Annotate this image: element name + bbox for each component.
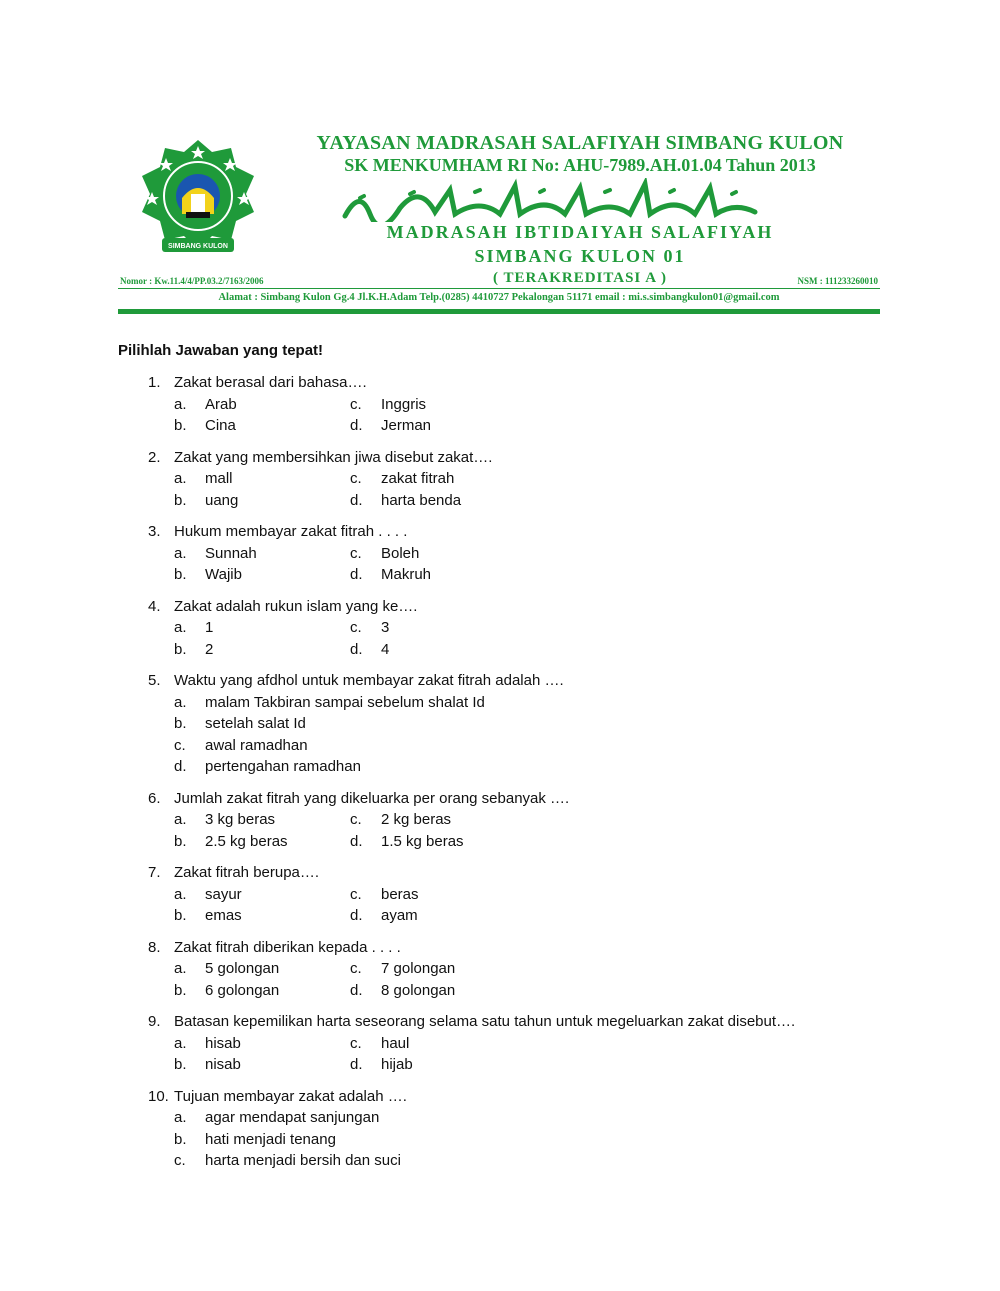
option-letter: d. bbox=[350, 491, 363, 509]
question-item bbox=[148, 788, 908, 853]
option-text: Sunnah bbox=[205, 544, 257, 562]
answer-option bbox=[350, 617, 526, 639]
option-text: Makruh bbox=[381, 566, 432, 583]
question-stem bbox=[148, 670, 908, 692]
school-name: MADRASAH IBTIDAIYAH SALAFIYAH bbox=[386, 222, 774, 242]
answer-option bbox=[350, 468, 526, 490]
accreditation: ( TERAKREDITASI A ) bbox=[493, 270, 667, 286]
question-stem bbox=[148, 521, 908, 543]
answer-option bbox=[350, 831, 526, 853]
option-letter: d. bbox=[350, 832, 363, 850]
answer-option bbox=[350, 394, 526, 416]
option-text: hijab bbox=[381, 1056, 413, 1073]
answer-option bbox=[174, 1033, 350, 1055]
question-text: Jumlah zakat fitrah yang dikeluarka per orang sebanyak …. bbox=[174, 789, 570, 807]
question-text: Zakat yang membersihkan jiwa disebut zakat…. bbox=[174, 448, 493, 466]
option-text: mall bbox=[205, 470, 233, 487]
option-letter: b. bbox=[174, 1130, 187, 1148]
question-list bbox=[148, 372, 908, 1182]
option-letter: b. bbox=[174, 640, 187, 658]
question-item bbox=[148, 447, 908, 512]
answer-option bbox=[174, 543, 350, 565]
answer-option bbox=[174, 617, 350, 639]
option-text: zakat fitrah bbox=[381, 470, 455, 487]
option-letter: c. bbox=[174, 1152, 186, 1169]
option-text: emas bbox=[205, 907, 242, 924]
answer-options bbox=[174, 809, 908, 852]
question-item bbox=[148, 937, 908, 1002]
question-number: 10. bbox=[148, 1087, 169, 1105]
option-text: 8 golongan bbox=[381, 981, 456, 999]
option-text: 3 kg beras bbox=[205, 811, 276, 828]
question-stem bbox=[148, 1011, 908, 1033]
option-text: 1.5 kg beras bbox=[381, 832, 464, 850]
divider-bottom bbox=[118, 309, 880, 314]
answer-option bbox=[350, 564, 526, 586]
question-item bbox=[148, 670, 908, 778]
answer-options bbox=[174, 1033, 908, 1076]
answer-options bbox=[174, 884, 908, 927]
option-text: Cina bbox=[205, 417, 236, 434]
option-letter: b. bbox=[174, 417, 187, 434]
answer-option bbox=[174, 713, 908, 735]
option-text: hati menjadi tenang bbox=[205, 1130, 336, 1148]
option-letter: d. bbox=[174, 758, 187, 775]
option-letter: d. bbox=[350, 566, 363, 583]
answer-option bbox=[350, 543, 526, 565]
option-letter: b. bbox=[174, 715, 187, 732]
question-number: 1. bbox=[148, 374, 161, 391]
question-item bbox=[148, 596, 908, 661]
option-letter: a. bbox=[174, 1034, 187, 1052]
option-letter: c. bbox=[350, 960, 362, 977]
question-text: Hukum membayar zakat fitrah . . . . bbox=[174, 523, 408, 540]
option-text: awal ramadhan bbox=[205, 736, 308, 754]
question-item bbox=[148, 1011, 908, 1076]
option-letter: c. bbox=[350, 811, 362, 828]
question-text: Zakat berasal dari bahasa…. bbox=[174, 374, 367, 391]
option-text: sayur bbox=[205, 885, 242, 903]
option-text: Arab bbox=[205, 395, 237, 413]
option-text: harta benda bbox=[381, 491, 462, 509]
option-text: Boleh bbox=[381, 544, 420, 562]
option-letter: d. bbox=[350, 417, 363, 434]
question-number: 2. bbox=[148, 448, 161, 466]
question-stem bbox=[148, 372, 908, 394]
option-letter: c. bbox=[350, 544, 362, 562]
option-letter: a. bbox=[174, 395, 187, 413]
option-text: 1 bbox=[205, 619, 214, 636]
option-letter: a. bbox=[174, 960, 187, 977]
option-letter: d. bbox=[350, 640, 363, 658]
option-text: agar mendapat sanjungan bbox=[205, 1109, 380, 1126]
option-letter: c. bbox=[350, 470, 362, 487]
answer-options bbox=[174, 1107, 908, 1172]
option-text: Wajib bbox=[205, 566, 242, 583]
nomor: Nomor : Kw.11.4/4/PP.03.2/7163/2006 bbox=[120, 276, 264, 286]
option-letter: b. bbox=[174, 907, 187, 924]
question-stem bbox=[148, 596, 908, 618]
option-text: pertengahan ramadhan bbox=[205, 758, 361, 775]
answer-option bbox=[174, 735, 908, 757]
option-letter: b. bbox=[174, 832, 187, 850]
question-item bbox=[148, 521, 908, 586]
option-letter: a. bbox=[174, 693, 187, 711]
answer-options bbox=[174, 468, 908, 511]
question-stem bbox=[148, 862, 908, 884]
option-letter: c. bbox=[350, 1034, 362, 1052]
answer-option bbox=[174, 415, 350, 437]
option-text: 2 bbox=[205, 640, 214, 658]
option-text: uang bbox=[205, 491, 239, 509]
question-number: 9. bbox=[148, 1013, 161, 1030]
foundation-name: YAYASAN MADRASAH SALAFIYAH SIMBANG KULON bbox=[316, 132, 844, 154]
question-text: Zakat fitrah berupa…. bbox=[174, 864, 320, 881]
question-item bbox=[148, 862, 908, 927]
answer-option bbox=[350, 980, 526, 1002]
answer-options bbox=[174, 394, 908, 437]
instruction: Pilihlah Jawaban yang tepat! bbox=[118, 342, 324, 359]
option-letter: c. bbox=[350, 395, 362, 413]
answer-option bbox=[174, 692, 908, 714]
answer-option bbox=[174, 884, 350, 906]
question-number: 5. bbox=[148, 672, 161, 689]
question-text: Tujuan membayar zakat adalah …. bbox=[174, 1087, 407, 1105]
option-letter: a. bbox=[174, 1109, 187, 1126]
question-text: Waktu yang afdhol untuk membayar zakat fitrah adalah …. bbox=[174, 672, 564, 689]
answer-option bbox=[174, 756, 908, 778]
question-stem bbox=[148, 447, 908, 469]
question-item bbox=[148, 372, 908, 437]
option-text: malam Takbiran sampai sebelum shalat Id bbox=[205, 693, 485, 711]
answer-option bbox=[174, 831, 350, 853]
option-text: haul bbox=[381, 1034, 410, 1052]
question-number: 7. bbox=[148, 864, 161, 881]
question-number: 4. bbox=[148, 597, 161, 615]
question-number: 3. bbox=[148, 523, 161, 540]
answer-option bbox=[174, 1054, 350, 1076]
answer-option bbox=[350, 1054, 526, 1076]
answer-option bbox=[174, 1107, 908, 1129]
option-letter: c. bbox=[350, 619, 362, 636]
answer-options bbox=[174, 958, 908, 1001]
option-letter: c. bbox=[350, 885, 362, 903]
address: Alamat : Simbang Kulon Gg.4 Jl.K.H.Adam Telp.(0285) 4410727 Pekalongan 51171 email : mi.s.simbangkulon01@gmail.com bbox=[218, 292, 780, 303]
option-text: hisab bbox=[205, 1034, 241, 1052]
question-stem bbox=[148, 937, 908, 959]
option-text: setelah salat Id bbox=[205, 715, 306, 732]
option-letter: b. bbox=[174, 1056, 187, 1073]
answer-option bbox=[350, 884, 526, 906]
option-letter: b. bbox=[174, 981, 187, 999]
answer-option bbox=[174, 639, 350, 661]
answer-option bbox=[174, 394, 350, 416]
school-branch: SIMBANG KULON 01 bbox=[474, 246, 686, 266]
answer-option bbox=[174, 809, 350, 831]
option-text: 7 golongan bbox=[381, 960, 456, 977]
option-letter: a. bbox=[174, 885, 187, 903]
option-text: 2 kg beras bbox=[381, 811, 452, 828]
option-text: 5 golongan bbox=[205, 960, 280, 977]
answer-option bbox=[174, 1150, 908, 1172]
option-letter: d. bbox=[350, 1056, 363, 1073]
arabic-calligraphy bbox=[340, 178, 760, 222]
answer-option bbox=[174, 468, 350, 490]
option-letter: d. bbox=[350, 907, 363, 924]
option-letter: b. bbox=[174, 491, 187, 509]
answer-option bbox=[174, 980, 350, 1002]
option-text: Inggris bbox=[381, 395, 427, 413]
question-text: Zakat fitrah diberikan kepada . . . . bbox=[174, 938, 401, 956]
letterhead bbox=[0, 0, 1000, 330]
option-text: 6 golongan bbox=[205, 981, 280, 999]
option-letter: b. bbox=[174, 566, 187, 583]
option-letter: a. bbox=[174, 811, 187, 828]
answer-option bbox=[174, 490, 350, 512]
option-letter: a. bbox=[174, 544, 187, 562]
answer-option bbox=[174, 564, 350, 586]
answer-option bbox=[350, 639, 526, 661]
option-letter: d. bbox=[350, 981, 363, 999]
answer-option bbox=[350, 958, 526, 980]
option-letter: a. bbox=[174, 619, 187, 636]
answer-option bbox=[350, 415, 526, 437]
question-text: Zakat adalah rukun islam yang ke…. bbox=[174, 597, 418, 615]
answer-option bbox=[174, 905, 350, 927]
nsm: NSM : 111233260010 bbox=[797, 276, 878, 286]
question-stem bbox=[148, 1086, 908, 1108]
answer-option bbox=[174, 1129, 908, 1151]
answer-options bbox=[174, 543, 908, 586]
option-text: 4 bbox=[381, 640, 390, 658]
option-letter: c. bbox=[174, 736, 186, 754]
question-number: 8. bbox=[148, 938, 161, 956]
divider-top bbox=[118, 288, 880, 289]
option-text: nisab bbox=[205, 1056, 241, 1073]
logo-caption: SIMBANG KULON bbox=[168, 243, 228, 250]
question-stem bbox=[148, 788, 908, 810]
option-letter: a. bbox=[174, 470, 187, 487]
answer-option bbox=[350, 809, 526, 831]
question-item bbox=[148, 1086, 908, 1172]
question-text: Batasan kepemilikan harta seseorang selama satu tahun untuk megeluarkan zakat disebut…. bbox=[174, 1013, 796, 1030]
option-text: beras bbox=[381, 885, 419, 903]
question-number: 6. bbox=[148, 789, 161, 807]
sk-number: SK MENKUMHAM RI No: AHU-7989.AH.01.04 Tahun 2013 bbox=[344, 155, 816, 175]
option-text: 3 bbox=[381, 619, 390, 636]
answer-option bbox=[174, 958, 350, 980]
option-text: 2.5 kg beras bbox=[205, 832, 288, 850]
answer-options bbox=[174, 617, 908, 660]
answer-option bbox=[350, 905, 526, 927]
option-text: ayam bbox=[381, 907, 418, 924]
option-text: harta menjadi bersih dan suci bbox=[205, 1152, 401, 1169]
answer-options bbox=[174, 692, 908, 778]
answer-option bbox=[350, 1033, 526, 1055]
option-text: Jerman bbox=[381, 417, 432, 434]
answer-option bbox=[350, 490, 526, 512]
